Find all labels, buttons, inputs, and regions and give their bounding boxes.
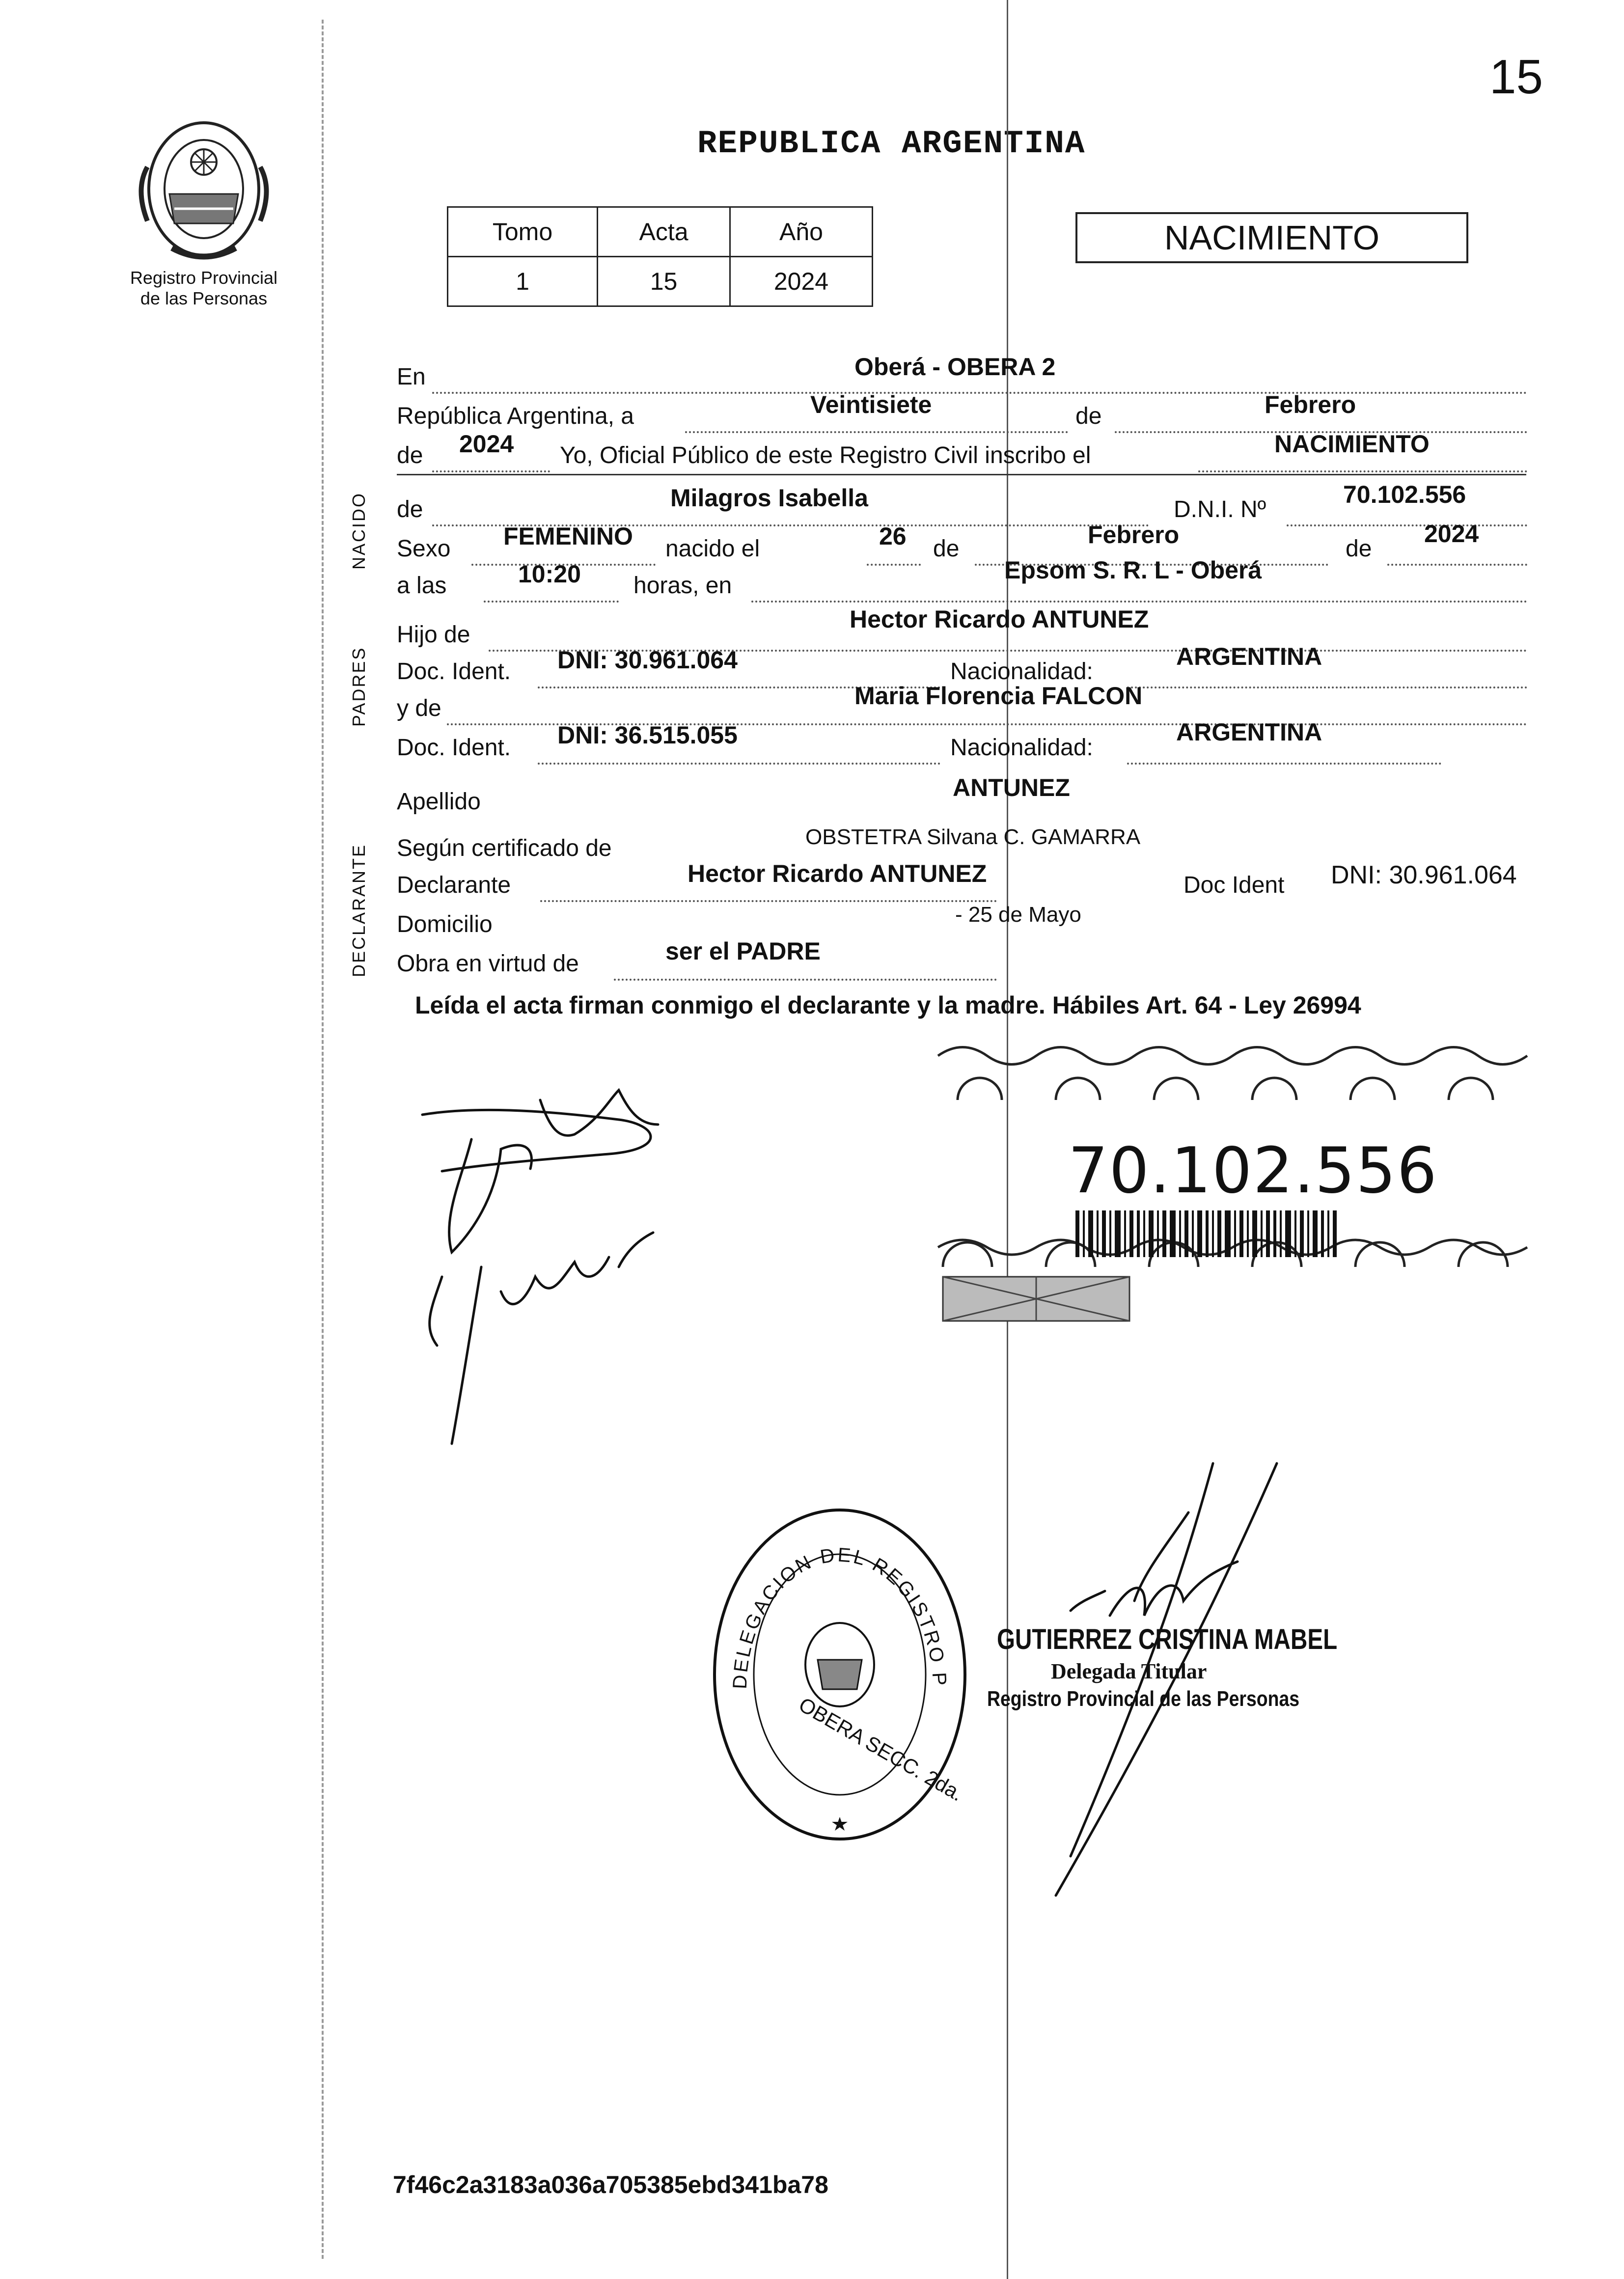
label-sexo: Sexo	[397, 536, 451, 562]
label-republica: República Argentina, a	[397, 403, 634, 429]
month-value: Febrero	[1265, 391, 1356, 418]
surname-value: ANTUNEZ	[953, 774, 1070, 801]
document-title: REPUBLICA ARGENTINA	[697, 125, 1086, 162]
label-de: de	[933, 536, 960, 562]
official-name: GUTIERREZ CRISTINA MABEL	[997, 1623, 1338, 1655]
label-nacionalidad: Nacionalidad:	[950, 659, 1093, 685]
label-de: de	[397, 496, 423, 522]
label-domicilio: Domicilio	[397, 911, 493, 937]
label-nacionalidad: Nacionalidad:	[950, 735, 1093, 761]
father-value: Hector Ricardo ANTUNEZ	[850, 605, 1149, 633]
record-table-header: Tomo	[448, 207, 598, 257]
side-label-born: NACIDO	[349, 492, 369, 570]
label-hijo-de: Hijo de	[397, 622, 470, 648]
capacity-value: ser el PADRE	[665, 937, 821, 965]
birth-month-value: Febrero	[1088, 521, 1180, 549]
declarant-doc-value: DNI: 30.961.064	[1331, 861, 1517, 889]
mother-nationality-value: ARGENTINA	[1176, 718, 1322, 746]
label-nacido-el: nacido el	[665, 536, 760, 562]
dni-value: 70.102.556	[1343, 481, 1466, 508]
record-table-header: Acta	[598, 207, 730, 257]
birth-time-value: 10:20	[518, 560, 581, 588]
father-nationality-value: ARGENTINA	[1176, 643, 1322, 670]
place-value: Oberá - OBERA 2	[854, 353, 1056, 381]
side-label-declarant: DECLARANTE	[349, 843, 369, 977]
day-words-value: Veintisiete	[810, 391, 932, 418]
certificate-value: OBSTETRA Silvana C. GAMARRA	[805, 825, 1141, 849]
label-declarante: Declarante	[397, 872, 511, 898]
birth-year-value: 2024	[1424, 520, 1479, 548]
official-office: Registro Provincial de las Personas	[987, 1687, 1300, 1711]
year-value: 2024	[730, 257, 873, 306]
province-crest-icon	[133, 108, 275, 270]
label-obra: Obra en virtud de	[397, 951, 579, 977]
tomo-value: 1	[448, 257, 598, 306]
address-value: - 25 de Mayo	[955, 903, 1081, 927]
label-yo: Yo, Oficial Público de este Registro Civil inscribo el	[560, 442, 1091, 468]
label-de: de	[397, 442, 423, 468]
official-role: Delegada Titular	[1051, 1659, 1207, 1683]
side-label-parents: PADRES	[349, 646, 369, 727]
record-table-header: Año	[730, 207, 873, 257]
name-value: Milagros Isabella	[670, 484, 868, 512]
record-table	[447, 206, 873, 307]
label-dni-no: D.N.I. Nº	[1174, 496, 1266, 522]
label-doc-ident: Doc. Ident.	[397, 735, 511, 761]
label-segun: Según certificado de	[397, 835, 612, 861]
document-hash: 7f46c2a3183a036a705385ebd341ba78	[393, 2171, 828, 2198]
label-de: de	[1346, 536, 1372, 562]
registry-name: Registro Provincial de las Personas	[130, 268, 278, 308]
label-y-de: y de	[397, 695, 441, 721]
label-en: En	[397, 364, 426, 390]
year-word-value: 2024	[459, 430, 514, 458]
father-doc-value: DNI: 30.961.064	[557, 646, 738, 674]
sex-value: FEMENINO	[503, 522, 633, 550]
margin-divider	[322, 20, 324, 2259]
label-doc-ident: Doc. Ident.	[397, 659, 511, 685]
label-horas-en: horas, en	[633, 573, 732, 599]
declarant-value: Hector Ricardo ANTUNEZ	[688, 860, 987, 887]
label-apellido: Apellido	[397, 789, 481, 815]
act-type-value: NACIMIENTO	[1274, 430, 1430, 458]
mother-doc-value: DNI: 36.515.055	[557, 721, 738, 749]
declarant-signature-icon	[413, 1071, 805, 1463]
label-a-las: a las	[397, 573, 447, 599]
birth-day-value: 26	[879, 522, 907, 550]
svg-text:DELEGACION DEL REGISTRO PROVIN: DELEGACION DEL REGISTRO PROVINCIAL DE LAS PERSONAS	[698, 1485, 951, 1690]
label-de: de	[1075, 403, 1102, 429]
closing-note: Leída el acta firman conmigo el declarante y la madre. Hábiles Art. 64 - Ley 26994	[415, 991, 1361, 1019]
birth-place-value: Epsom S. R. L - Oberá	[1004, 556, 1262, 584]
svg-text:OBERA SECC. 2da.: OBERA SECC. 2da.	[795, 1693, 967, 1806]
official-seal-icon	[698, 1485, 972, 1846]
row-place	[397, 363, 426, 390]
row-date	[397, 403, 634, 430]
barcode-number: 70.102.556	[1068, 1134, 1438, 1208]
section-rule	[397, 474, 1526, 475]
mother-value: Maria Florencia FALCON	[854, 682, 1143, 710]
page-number: 15	[1489, 50, 1543, 104]
acta-value: 15	[598, 257, 730, 306]
label-doc-ident-short: Doc Ident	[1184, 872, 1285, 898]
record-type-box: NACIMIENTO	[1075, 212, 1468, 263]
